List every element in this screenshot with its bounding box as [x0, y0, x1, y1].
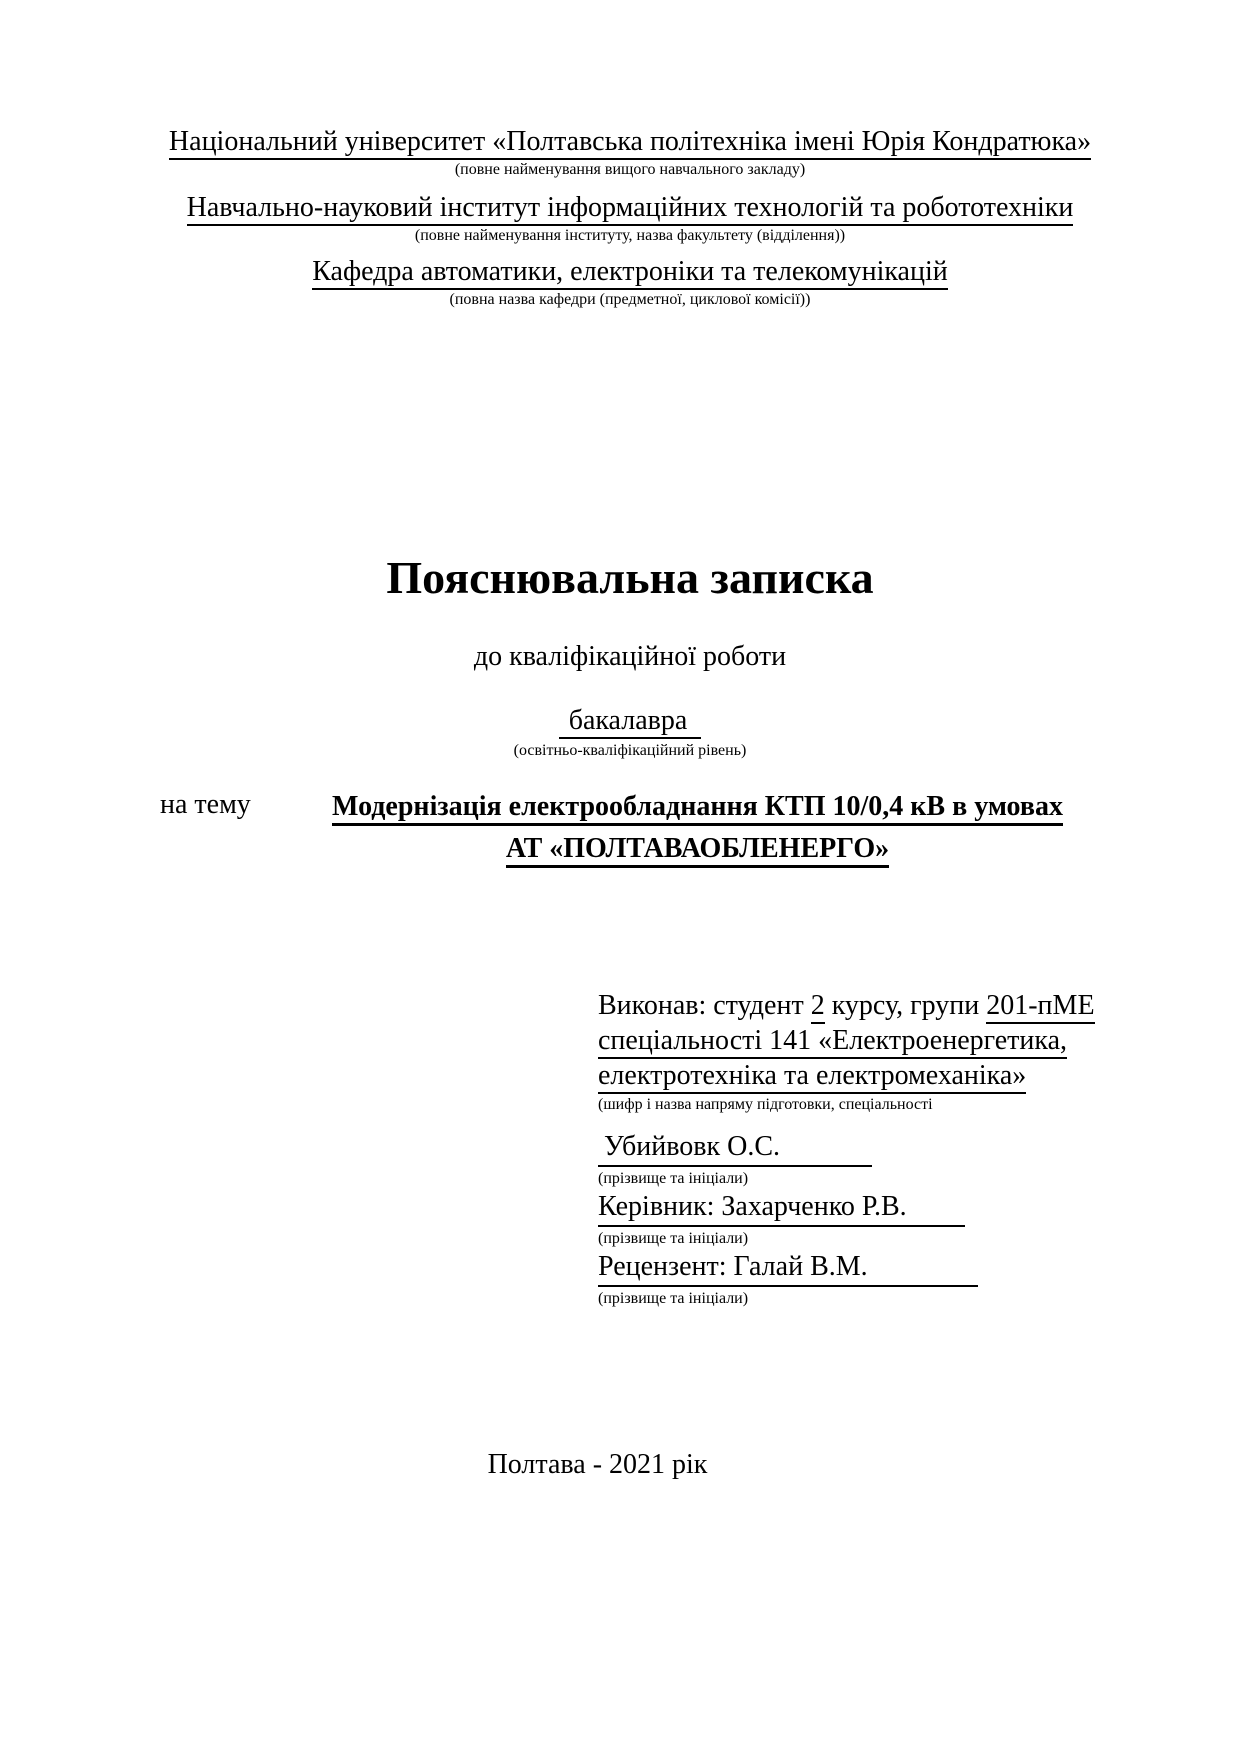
speciality-line-2 — [598, 1058, 1138, 1093]
student-name: Убийвовк О.С. — [598, 1129, 872, 1167]
subtitle: до кваліфікаційної роботи — [473, 641, 787, 672]
title-block — [155, 550, 1105, 606]
performed-line — [598, 988, 1138, 1023]
speciality-line-2-text: електротехніка та електромеханіка» — [598, 1060, 1026, 1094]
topic-text — [290, 786, 1105, 870]
supervisor-caption: (прізвище та ініціали) — [598, 1230, 749, 1247]
department-name-line — [155, 254, 1105, 290]
university-caption: (повне найменування вищого навчального закладу) — [454, 161, 806, 178]
document-title: Пояснювальна записка — [386, 552, 874, 603]
degree-block — [155, 704, 1105, 761]
topic-line-1 — [290, 786, 1105, 828]
university-name-line — [155, 124, 1105, 160]
group-code: 201-пМЕ — [986, 990, 1094, 1024]
topic-line-2-text: АТ «ПОЛТАВАОБЛЕНЕРГО» — [506, 833, 889, 868]
speciality-line-1-text: спеціальності 141 «Електроенергетика, — [598, 1025, 1067, 1059]
institute-name: Навчально-науковий інститут інформаційних технологій та робототехніки — [187, 192, 1074, 226]
student-block — [598, 988, 1138, 1309]
university-name: Національний університет «Полтавська політехніка імені Юрія Кондратюка» — [169, 126, 1091, 160]
spacer — [598, 1115, 1138, 1129]
speciality-caption: (шифр і назва напряму підготовки, спеціальності — [598, 1096, 933, 1113]
student-name-line — [598, 1129, 1138, 1167]
reviewer-caption: (прізвище та ініціали) — [598, 1290, 749, 1307]
department-caption: (повна назва кафедри (предметної, циклової комісії)) — [449, 291, 811, 308]
city-year: Полтава - 2021 рік — [487, 1449, 708, 1480]
department-name: Кафедра автоматики, електроніки та телекомунікацій — [312, 256, 947, 290]
degree-line — [155, 704, 1105, 738]
speciality-line-1 — [598, 1023, 1138, 1058]
supervisor-name: Керівник: Захарченко Р.В. — [598, 1189, 965, 1227]
institute-name-line — [155, 190, 1105, 226]
student-name-caption: (прізвище та ініціали) — [598, 1170, 749, 1187]
degree-level: бакалавра — [559, 705, 702, 739]
topic-block — [160, 786, 1105, 870]
reviewer-name: Рецензент: Галай В.М. — [598, 1249, 978, 1287]
performed-middle: курсу, групи — [824, 990, 987, 1021]
performed-prefix: Виконав: студент — [598, 990, 811, 1021]
course-number: 2 — [811, 990, 825, 1024]
topic-line-1-text: Модернізація електрообладнання КТП 10/0,4 кВ в умовах — [332, 791, 1063, 826]
institute-caption: (повне найменування інституту, назва факультету (відділення)) — [414, 227, 846, 244]
supervisor-line — [598, 1189, 1138, 1227]
degree-caption: (освітньо-кваліфікаційний рівень) — [513, 742, 747, 759]
header-block — [155, 124, 1105, 310]
topic-line-2 — [290, 828, 1105, 870]
topic-label: на тему — [160, 789, 251, 820]
reviewer-line — [598, 1249, 1138, 1287]
